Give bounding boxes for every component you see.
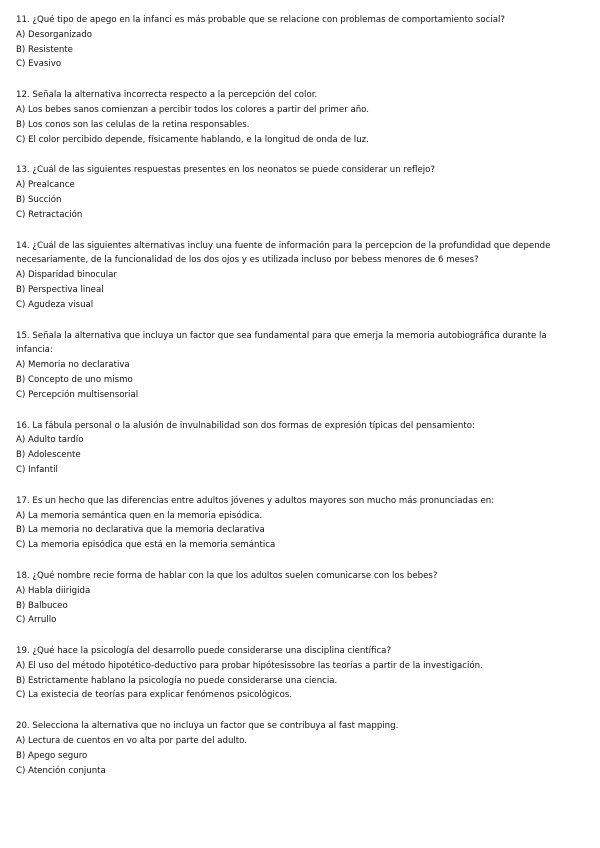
question-13 bbox=[16, 163, 586, 222]
question-12 bbox=[16, 88, 586, 147]
question-16 bbox=[16, 419, 586, 478]
option-c: C) Evasivo bbox=[16, 59, 62, 70]
option-c: C) Infantil bbox=[16, 464, 58, 475]
question-text: 16. La fábula personal o la alusión de invulnabilidad son dos formas de expresión típicas del pensamiento: bbox=[16, 420, 475, 431]
question-11 bbox=[16, 13, 586, 72]
option-b: B) Perspectiva lineal bbox=[16, 284, 104, 295]
option-b: B) Balbuceo bbox=[16, 600, 68, 611]
question-text: 19. ¿Qué hace la psicología del desarrollo puede considerarse una disciplina científica? bbox=[16, 646, 392, 657]
option-b: B) Estrictamente hablano la psicología no puede considerarse una ciencia. bbox=[16, 675, 338, 686]
question-text: 13. ¿Cuál de las siguientes respuestas presentes en los neonatos se puede considerar un reflejo? bbox=[16, 165, 435, 176]
option-a: A) Disparidad binocular bbox=[16, 270, 117, 281]
option-a: A) Lectura de cuentos en vo alta por parte del adulto. bbox=[16, 736, 247, 747]
question-15 bbox=[16, 329, 586, 403]
question-text: 14. ¿Cuál de las siguientes alternativas incluy una fuente de información para la percepcion de la profundidad que depende necesariamente, de la funcionalidad de los dos ojos y es utilizada incluso por bebess menores de 6 meses? bbox=[16, 240, 551, 266]
option-c: C) El color percibido depende, físicamente hablando, e la longitud de onda de luz. bbox=[16, 134, 369, 145]
option-a: A) Desorganizado bbox=[16, 29, 93, 40]
question-text: 12. Señala la alternativa incorrecta respecto a la percepción del color. bbox=[16, 90, 318, 101]
option-c: C) Atención conjunta bbox=[16, 765, 106, 776]
option-b: B) Apego seguro bbox=[16, 750, 88, 761]
option-a: A) Los bebes sanos comienzan a percibir todos los colores a partir del primer año. bbox=[16, 104, 370, 115]
question-text: 11. ¿Qué tipo de apego en la infanci es más probable que se relacione con problemas de comportamiento social? bbox=[16, 15, 505, 25]
question-17 bbox=[16, 494, 586, 553]
question-19 bbox=[16, 644, 586, 703]
option-c: C) Percepción multisensorial bbox=[16, 389, 139, 400]
option-a: A) La memoria semántica quen en la memoria episódica. bbox=[16, 510, 263, 521]
question-text: 17. Es un hecho que las diferencias entre adultos jóvenes y adultos mayores son mucho más pronunciadas en: bbox=[16, 495, 495, 506]
option-a: A) Memoria no declarativa bbox=[16, 360, 130, 371]
option-b: B) Resistente bbox=[16, 44, 73, 55]
option-a: A) Prealcance bbox=[16, 180, 75, 191]
option-c: C) Retractación bbox=[16, 209, 83, 220]
document-page bbox=[16, 13, 586, 794]
option-c: C) Agudeza visual bbox=[16, 299, 94, 310]
option-a: A) Adulto tardío bbox=[16, 435, 84, 446]
question-text: 15. Señala la alternativa que incluya un factor que sea fundamental para que emerja la memoria autobiográfica durante la infancia: bbox=[16, 330, 547, 356]
option-b: B) La memoria no declarativa que la memoria declarativa bbox=[16, 525, 265, 536]
option-b: B) Los conos son las celulas de la retina responsables. bbox=[16, 119, 250, 130]
question-18 bbox=[16, 569, 586, 628]
question-14 bbox=[16, 239, 586, 313]
question-20 bbox=[16, 719, 586, 778]
question-text: 20. Selecciona la alternativa que no incluya un factor que se contribuya al fast mapping. bbox=[16, 721, 399, 732]
question-text: 18. ¿Qué nombre recie forma de hablar con la que los adultos suelen comunicarse con los bebes? bbox=[16, 570, 438, 581]
option-a: A) Habla diirigida bbox=[16, 585, 91, 596]
option-b: B) Succión bbox=[16, 194, 62, 205]
option-c: C) La memoria episódica que está en la memoria semántica bbox=[16, 540, 276, 551]
option-b: B) Concepto de uno mismo bbox=[16, 374, 133, 385]
option-a: A) El uso del método hipotético-deductivo para probar hipótesissobre las teorías a partir de la investigación. bbox=[16, 660, 483, 671]
option-c: C) Arrullo bbox=[16, 615, 57, 626]
option-c: C) La existecia de teorías para explicar fenómenos psicológicos. bbox=[16, 690, 293, 701]
option-b: B) Adolescente bbox=[16, 450, 81, 461]
